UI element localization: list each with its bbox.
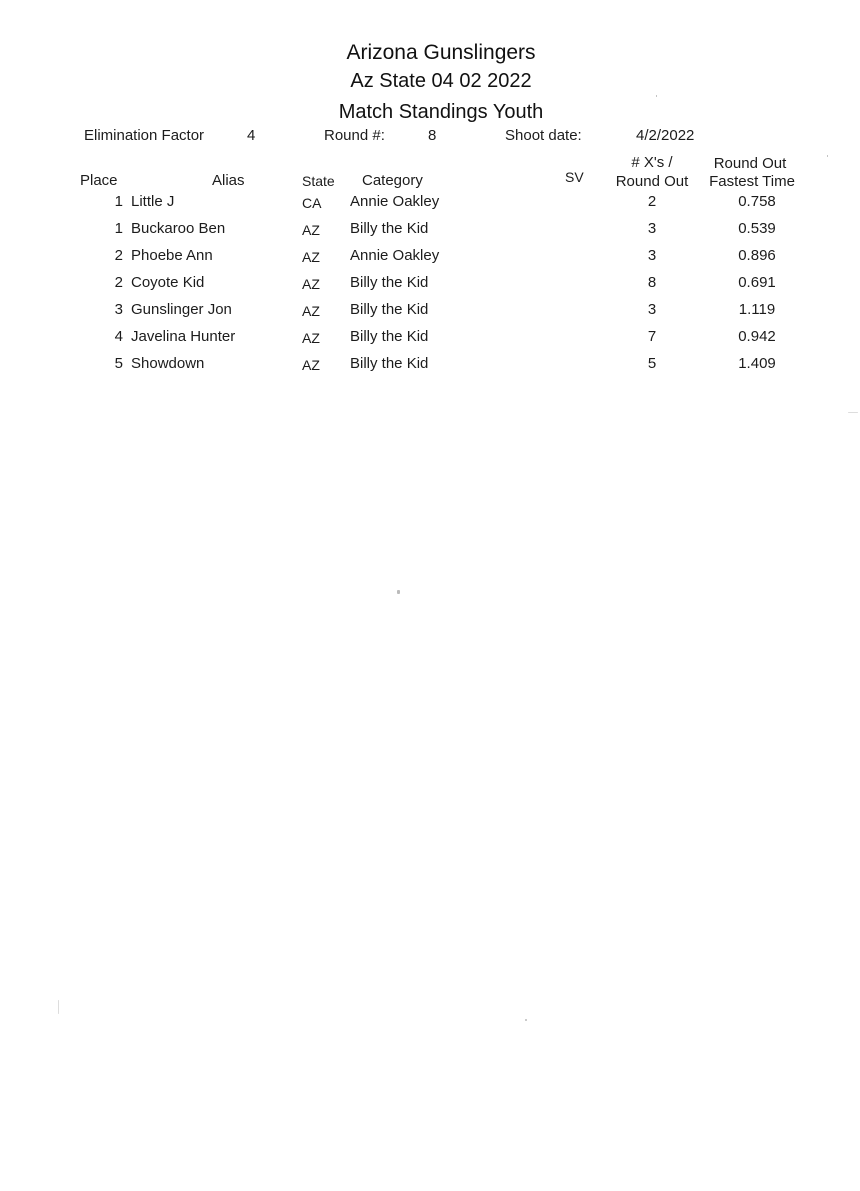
row-state: AZ bbox=[302, 249, 320, 265]
row-xs: 3 bbox=[647, 220, 657, 237]
round-label: Round #: bbox=[324, 127, 385, 144]
row-fastest: 0.942 bbox=[738, 328, 776, 345]
row-state: AZ bbox=[302, 357, 320, 373]
column-header-category: Category bbox=[362, 172, 423, 189]
report-title: Match Standings Youth bbox=[338, 101, 544, 123]
column-header-fastest-line2: Fastest Time bbox=[709, 173, 795, 190]
row-xs: 5 bbox=[647, 355, 657, 372]
column-header-xs-line1: # X's / bbox=[631, 154, 673, 171]
event-title: Az State 04 02 2022 bbox=[350, 70, 532, 92]
row-fastest: 0.758 bbox=[738, 193, 776, 210]
org-title: Arizona Gunslingers bbox=[346, 41, 536, 64]
row-place: 4 bbox=[114, 328, 123, 345]
shoot-date-value: 4/2/2022 bbox=[636, 127, 695, 144]
row-fastest: 0.896 bbox=[738, 247, 776, 264]
row-place: 5 bbox=[114, 355, 123, 372]
scan-speck bbox=[848, 412, 858, 413]
row-category: Billy the Kid bbox=[350, 301, 429, 318]
row-place: 1 bbox=[114, 193, 123, 210]
row-alias: Coyote Kid bbox=[131, 274, 205, 291]
row-category: Annie Oakley bbox=[350, 247, 440, 264]
row-alias: Javelina Hunter bbox=[131, 328, 236, 345]
row-place: 2 bbox=[114, 247, 123, 264]
row-state: AZ bbox=[302, 330, 320, 346]
scan-speck bbox=[656, 95, 657, 97]
row-category: Billy the Kid bbox=[350, 328, 429, 345]
row-state: AZ bbox=[302, 303, 320, 319]
row-xs: 8 bbox=[647, 274, 657, 291]
row-xs: 3 bbox=[647, 301, 657, 318]
row-fastest: 0.691 bbox=[738, 274, 776, 291]
row-fastest: 0.539 bbox=[738, 220, 776, 237]
elimination-factor-value: 4 bbox=[247, 127, 256, 144]
row-category: Billy the Kid bbox=[350, 220, 429, 237]
row-category: Annie Oakley bbox=[350, 193, 440, 210]
scan-speck bbox=[827, 155, 828, 157]
row-alias: Gunslinger Jon bbox=[131, 301, 232, 318]
row-state: AZ bbox=[302, 276, 320, 292]
row-category: Billy the Kid bbox=[350, 355, 429, 372]
row-place: 3 bbox=[114, 301, 123, 318]
column-header-place: Place bbox=[80, 172, 118, 189]
column-header-xs-line2: Round Out bbox=[615, 173, 689, 190]
round-value: 8 bbox=[428, 127, 437, 144]
row-alias: Little J bbox=[131, 193, 175, 210]
row-fastest: 1.409 bbox=[738, 355, 776, 372]
row-alias: Phoebe Ann bbox=[131, 247, 213, 264]
row-fastest: 1.119 bbox=[738, 301, 776, 318]
row-state: CA bbox=[302, 195, 322, 211]
row-place: 2 bbox=[114, 274, 123, 291]
elimination-factor-label: Elimination Factor bbox=[84, 127, 205, 144]
row-xs: 3 bbox=[647, 247, 657, 264]
row-alias: Showdown bbox=[131, 355, 205, 372]
column-header-state: State bbox=[302, 173, 335, 189]
row-place: 1 bbox=[114, 220, 123, 237]
row-alias: Buckaroo Ben bbox=[131, 220, 226, 237]
row-xs: 7 bbox=[647, 328, 657, 345]
scan-speck bbox=[525, 1019, 527, 1021]
scan-speck bbox=[58, 1000, 59, 1014]
column-header-alias: Alias bbox=[212, 172, 245, 189]
row-state: AZ bbox=[302, 222, 320, 238]
shoot-date-label: Shoot date: bbox=[505, 127, 582, 144]
row-xs: 2 bbox=[647, 193, 657, 210]
column-header-fastest-line1: Round Out bbox=[713, 155, 787, 172]
row-category: Billy the Kid bbox=[350, 274, 429, 291]
scan-speck bbox=[397, 590, 400, 594]
column-header-sv: SV bbox=[565, 169, 584, 185]
